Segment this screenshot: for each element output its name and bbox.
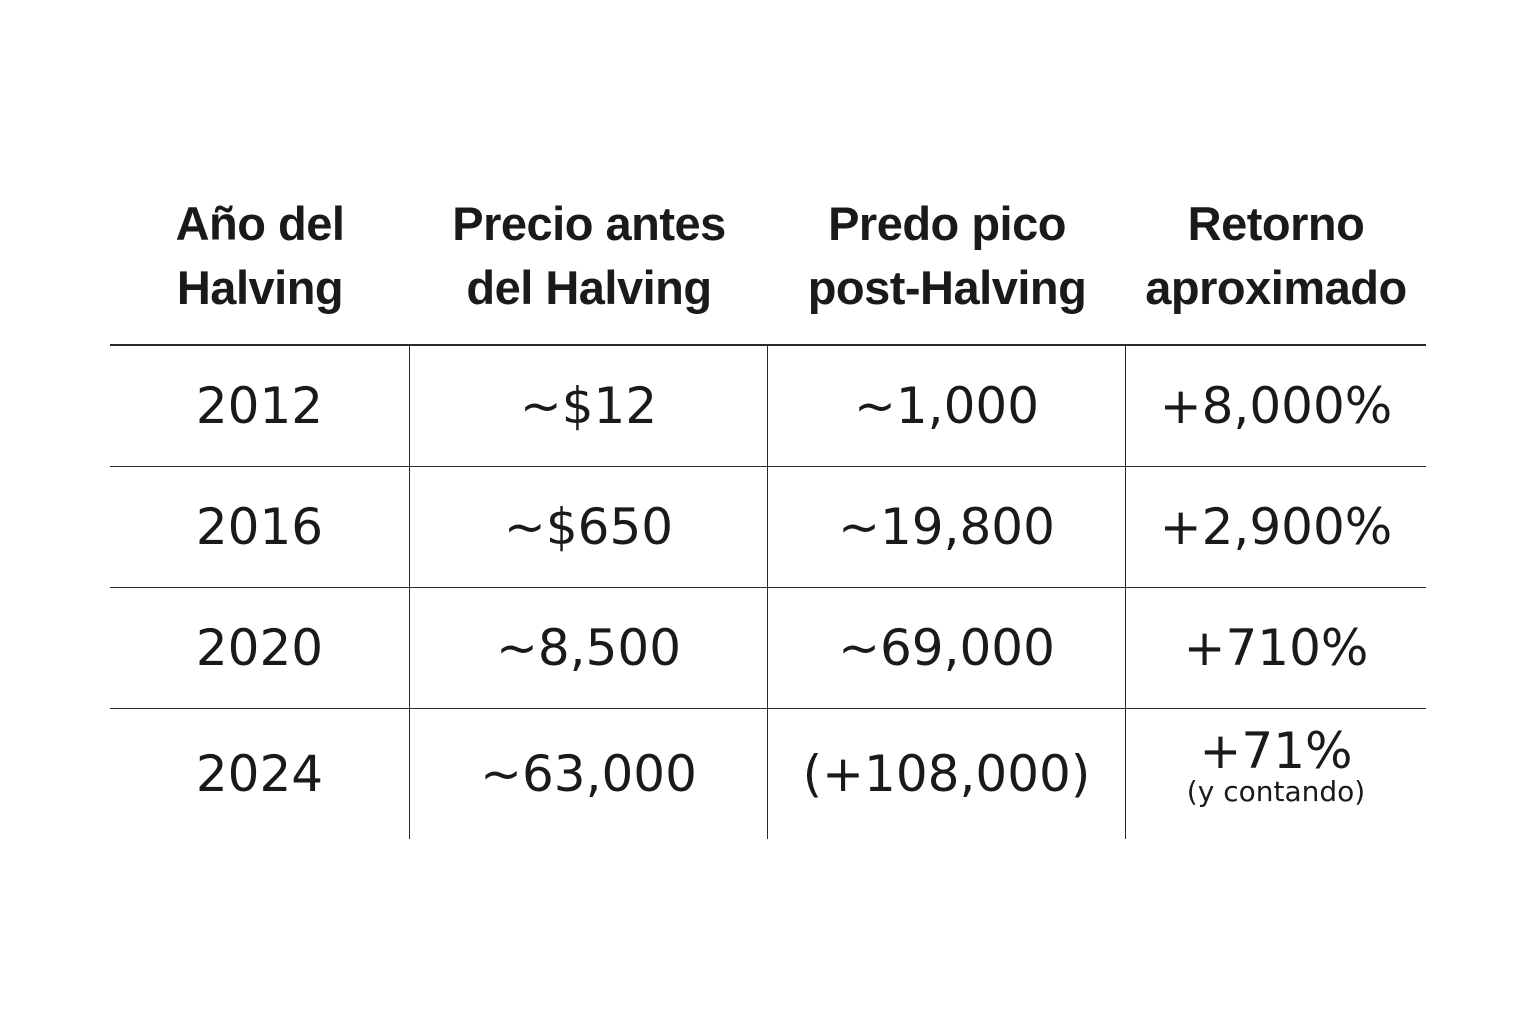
cell-year — [110, 467, 410, 587]
cell-peak-price — [768, 588, 1126, 708]
cell-return — [1126, 709, 1426, 839]
return-value: +2,900% — [1159, 498, 1393, 556]
table-row — [110, 709, 1426, 839]
cell-price-before — [410, 709, 768, 839]
cell-price-before — [410, 467, 768, 587]
table-row — [110, 588, 1426, 709]
header-year — [110, 180, 410, 344]
header-price-before-line2: del Halving — [466, 261, 712, 314]
return-value: +71% — [1199, 722, 1353, 780]
return-value: +8,000% — [1159, 377, 1393, 435]
cell-year — [110, 588, 410, 708]
header-return-line1: Retorno — [1187, 197, 1365, 250]
year-value: 2020 — [195, 619, 324, 677]
header-peak-price — [768, 180, 1126, 344]
cell-return — [1126, 467, 1426, 587]
header-year-line1: Año del — [175, 197, 345, 250]
peak-price-value: (+108,000) — [802, 745, 1091, 803]
year-value: 2016 — [195, 498, 324, 556]
header-return — [1126, 180, 1426, 344]
header-price-before-line1: Precio antes — [452, 197, 726, 250]
header-peak-price-line1: Predo pico — [828, 197, 1066, 250]
return-note: (y contando) — [1186, 775, 1366, 808]
return-value: +710% — [1183, 619, 1369, 677]
table-row — [110, 346, 1426, 467]
cell-peak-price — [768, 346, 1126, 466]
cell-peak-price — [768, 467, 1126, 587]
cell-year — [110, 709, 410, 839]
halving-table — [110, 180, 1426, 839]
cell-year — [110, 346, 410, 466]
header-year-line2: Halving — [176, 261, 344, 314]
header-peak-price-line2: post-Halving — [807, 261, 1087, 314]
peak-price-value: ~19,800 — [838, 498, 1055, 556]
header-return-line2: aproximado — [1145, 261, 1407, 314]
price-before-value: ~8,500 — [495, 619, 682, 677]
cell-peak-price — [768, 709, 1126, 839]
cell-price-before — [410, 588, 768, 708]
cell-price-before — [410, 346, 768, 466]
cell-return — [1126, 346, 1426, 466]
price-before-value: ~$650 — [503, 498, 674, 556]
table-header-row — [110, 180, 1426, 346]
price-before-value: ~63,000 — [480, 745, 697, 803]
peak-price-value: ~1,000 — [853, 377, 1040, 435]
header-price-before — [410, 180, 768, 344]
price-before-value: ~$12 — [519, 377, 658, 435]
year-value: 2012 — [195, 377, 324, 435]
table-row — [110, 467, 1426, 588]
year-value: 2024 — [195, 745, 324, 803]
cell-return — [1126, 588, 1426, 708]
peak-price-value: ~69,000 — [838, 619, 1055, 677]
